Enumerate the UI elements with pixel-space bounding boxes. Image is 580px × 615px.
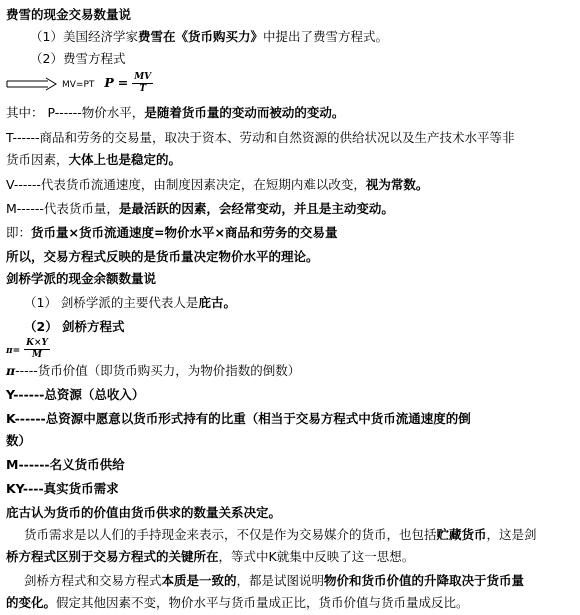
double-arrow-icon xyxy=(6,77,58,91)
essence-line-1-mid: ，都是试图说明 xyxy=(236,573,325,588)
v-line-bold: 视为常数。 xyxy=(365,177,429,192)
essence-line-1-bold-2: 物价和货币价值的升降取决于货币量 xyxy=(324,573,525,588)
pi-line xyxy=(6,362,300,380)
ji-line-text: 即： xyxy=(6,225,32,240)
t-line-2 xyxy=(6,151,181,169)
demand-line-1-text: 货币需求是以人们的手持现金来表示，不仅是作为交易媒介的货币，也包括 xyxy=(24,527,437,542)
t-line-2-bold: 大体上也是稳定的。 xyxy=(68,152,182,167)
where-p-text: 其中： P------物价水平， xyxy=(6,105,145,120)
fisher-equation-text: MV=PT xyxy=(61,80,95,90)
ji-line xyxy=(6,224,337,242)
cambridge-equation-pi: π xyxy=(6,346,13,356)
where-p-line xyxy=(6,104,344,122)
fisher-equation-equals: = xyxy=(117,75,129,90)
ji-line-bold: 货币量×货币流通速度=物价水平×商品和劳务的交易量 xyxy=(31,225,338,240)
t-line-1: T------商品和劳务的交易量，取决于资本、劳动和自然资源的供给状况以及生产技术水平等非 xyxy=(6,130,515,145)
demand-line-1-bold: 贮藏货币 xyxy=(436,527,487,542)
v-line xyxy=(6,176,428,194)
essence-line-2 xyxy=(6,594,469,612)
m-line-text: M------代表货币量， xyxy=(6,201,119,216)
essence-line-1-bold: 本质是一致的 xyxy=(161,573,237,588)
m-line xyxy=(6,200,394,218)
cambridge-equation-numerator: K×Y xyxy=(26,338,48,348)
t-line-2-text: 货币因素， xyxy=(6,152,69,167)
fisher-equation-denominator: T xyxy=(139,84,147,94)
cambridge-point-2: （2） 剑桥方程式 xyxy=(24,319,125,334)
where-p-bold: 是随着货币量的变动而被动的变动。 xyxy=(144,105,345,120)
fisher-point-1-tail: 中提出了费雪方程式。 xyxy=(262,29,388,44)
y-line: Y------总资源（总收入） xyxy=(6,387,145,402)
fisher-point-1-text: （1）美国经济学家 xyxy=(30,29,138,44)
cambridge-equation-equals: = xyxy=(12,346,21,356)
cambridge-point-1-text: （1） 剑桥学派的主要代表人是 xyxy=(24,295,199,310)
heading-cambridge: 剑桥学派的现金余额数量说 xyxy=(6,271,157,286)
cambridge-point-1-bold: 庇古。 xyxy=(198,295,236,310)
cambridge-equation-denominator: M xyxy=(32,350,42,360)
cambridge-equation-fraction xyxy=(24,338,50,361)
demand-line-1 xyxy=(24,526,537,544)
fisher-equation-p: P xyxy=(104,75,114,90)
m-supply-line: M------名义货币供给 xyxy=(6,457,125,472)
fisher-equation xyxy=(6,72,153,98)
demand-line-2-bold: 桥方程式区别于交易方程式的关键所在 xyxy=(6,549,219,564)
fisher-point-2: （2）费雪方程式 xyxy=(30,51,126,66)
essence-line-1 xyxy=(24,572,524,590)
cambridge-point-1 xyxy=(24,294,236,312)
cambridge-equation xyxy=(6,338,50,362)
pigou-line: 庇古认为货币的价值由货币供求的数量关系决定。 xyxy=(6,505,282,520)
ky-line: KY----真实货币需求 xyxy=(6,481,119,496)
essence-line-1-text: 剑桥方程式和交易方程式 xyxy=(24,573,162,588)
fisher-point-1-bold: 费雪在《货币购买力》 xyxy=(137,29,263,44)
k-line-1: K------总资源中愿意以货币形式持有的比重（相当于交易方程式中货币流通速度的倒 xyxy=(6,411,471,426)
fisher-point-1 xyxy=(30,28,388,46)
essence-line-2-bold: 的变化。 xyxy=(6,595,57,610)
heading-fisher: 费雪的现金交易数量说 xyxy=(6,7,132,22)
demand-line-2-text: ，等式中K就集中反映了这一思想。 xyxy=(218,549,415,564)
conclusion-line: 所以，交易方程式反映的是货币量决定物价水平的理论。 xyxy=(6,249,319,264)
demand-line-1-tail: ，这是剑 xyxy=(486,527,537,542)
demand-line-2 xyxy=(6,548,414,566)
v-line-text: V------代表货币流通速度，由制度因素决定，在短期内难以改变， xyxy=(6,177,366,192)
m-line-bold: 是最活跃的因素，会经常变动，并且是主动变动。 xyxy=(118,201,394,216)
pi-symbol: π xyxy=(6,363,16,378)
essence-line-2-text: 假定其他因素不变，物价水平与货币量成正比，货币价值与货币量成反比。 xyxy=(56,595,469,610)
fisher-equation-numerator: MV xyxy=(134,72,152,82)
k-line-2: 数） xyxy=(6,433,32,448)
pi-line-text: -----货币价值（即货币购买力，为物价指数的倒数） xyxy=(15,363,301,378)
fisher-equation-fraction xyxy=(132,72,153,95)
